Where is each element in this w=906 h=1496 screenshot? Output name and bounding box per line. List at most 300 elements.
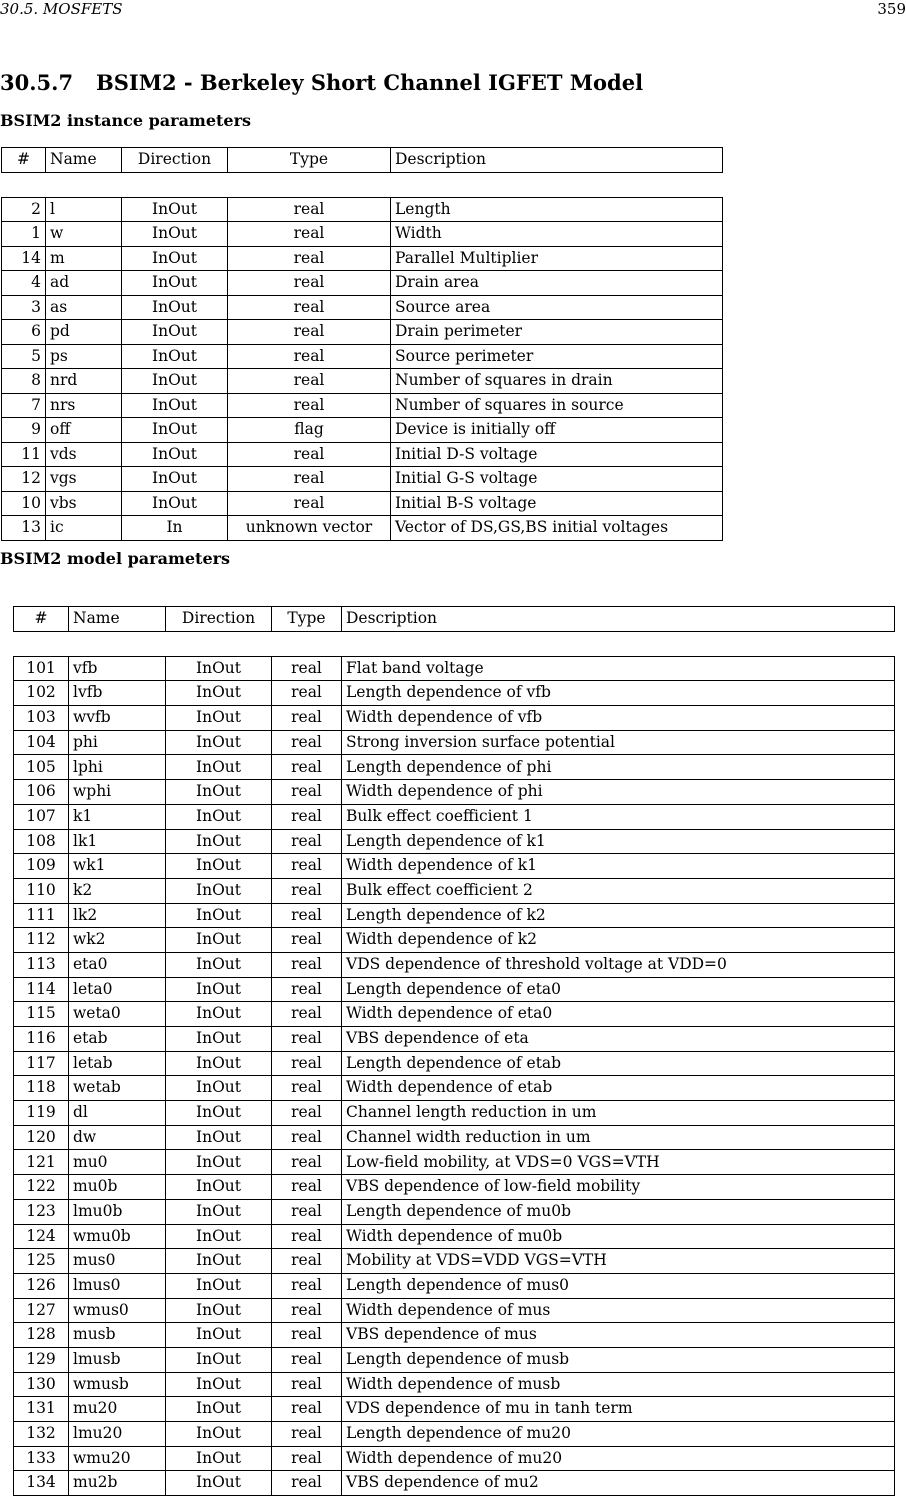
cell-type: real — [271, 978, 341, 1003]
cell-description: Length dependence of k2 — [341, 904, 895, 929]
table-row — [13, 1471, 895, 1496]
cell-description: Width dependence of vfb — [341, 706, 895, 731]
cell-number: 122 — [13, 1175, 68, 1200]
cell-name: vfb — [68, 657, 165, 682]
cell-description: Length dependence of phi — [341, 755, 895, 780]
table-row — [13, 1422, 895, 1447]
cell-direction: InOut — [165, 1249, 271, 1274]
cell-name: letab — [68, 1052, 165, 1077]
table-row — [1, 492, 723, 517]
cell-name: pd — [45, 320, 121, 345]
cell-description: Width dependence of k1 — [341, 854, 895, 879]
cell-name: vds — [45, 443, 121, 468]
cell-description: VDS dependence of threshold voltage at VDD=0 — [341, 953, 895, 978]
cell-direction: InOut — [165, 1175, 271, 1200]
cell-description: Width dependence of mu20 — [341, 1447, 895, 1472]
cell-name: lphi — [68, 755, 165, 780]
cell-description: Vector of DS,GS,BS initial voltages — [390, 516, 723, 541]
section-number: 30.5.7 — [0, 70, 74, 95]
cell-type: real — [271, 854, 341, 879]
header-separator — [13, 632, 895, 657]
cell-description: Width dependence of etab — [341, 1076, 895, 1101]
cell-description: Length dependence of etab — [341, 1052, 895, 1077]
table-row — [13, 1052, 895, 1077]
table-row — [13, 1397, 895, 1422]
cell-name: leta0 — [68, 978, 165, 1003]
cell-number: 131 — [13, 1397, 68, 1422]
table-row — [13, 1002, 895, 1027]
table-row — [13, 1323, 895, 1348]
cell-direction: InOut — [165, 1150, 271, 1175]
cell-name: lmus0 — [68, 1274, 165, 1299]
cell-description: Bulk effect coefficient 1 — [341, 805, 895, 830]
header-name: Name — [45, 147, 121, 173]
cell-description: Number of squares in drain — [390, 369, 723, 394]
cell-type: unknown vector — [227, 516, 390, 541]
cell-direction: InOut — [165, 1299, 271, 1324]
cell-description: Flat band voltage — [341, 657, 895, 682]
cell-direction: InOut — [121, 222, 227, 247]
cell-name: wetab — [68, 1076, 165, 1101]
cell-type: real — [227, 369, 390, 394]
cell-number: 12 — [1, 467, 45, 492]
cell-number: 112 — [13, 928, 68, 953]
cell-direction: InOut — [121, 271, 227, 296]
table-row — [13, 1175, 895, 1200]
cell-type: flag — [227, 418, 390, 443]
cell-description: VBS dependence of eta — [341, 1027, 895, 1052]
table-row — [13, 1348, 895, 1373]
cell-number: 121 — [13, 1150, 68, 1175]
cell-number: 108 — [13, 830, 68, 855]
table-header-row — [1, 147, 723, 173]
table-row — [13, 1299, 895, 1324]
cell-name: weta0 — [68, 1002, 165, 1027]
cell-type: real — [271, 1299, 341, 1324]
cell-description: Channel width reduction in um — [341, 1126, 895, 1151]
cell-type: real — [271, 1422, 341, 1447]
cell-description: VBS dependence of mus — [341, 1323, 895, 1348]
cell-type: real — [271, 1373, 341, 1398]
table-row — [13, 681, 895, 706]
running-head — [0, 0, 906, 18]
cell-direction: InOut — [121, 345, 227, 370]
cell-name: phi — [68, 731, 165, 756]
table-row — [1, 271, 723, 296]
cell-direction: InOut — [165, 805, 271, 830]
cell-type: real — [271, 1175, 341, 1200]
cell-type: real — [227, 247, 390, 272]
table-row — [1, 320, 723, 345]
cell-name: lvfb — [68, 681, 165, 706]
table-row — [1, 418, 723, 443]
table-row — [13, 657, 895, 682]
cell-name: lmusb — [68, 1348, 165, 1373]
cell-number: 4 — [1, 271, 45, 296]
cell-number: 117 — [13, 1052, 68, 1077]
header-description: Description — [390, 147, 723, 173]
cell-direction: InOut — [165, 1447, 271, 1472]
cell-type: real — [271, 879, 341, 904]
table-row — [13, 928, 895, 953]
cell-description: Length dependence of vfb — [341, 681, 895, 706]
cell-type: real — [271, 657, 341, 682]
table-row — [13, 879, 895, 904]
cell-type: real — [271, 1027, 341, 1052]
cell-direction: InOut — [165, 755, 271, 780]
cell-direction: InOut — [121, 320, 227, 345]
cell-description: Source perimeter — [390, 345, 723, 370]
cell-number: 9 — [1, 418, 45, 443]
cell-name: m — [45, 247, 121, 272]
cell-number: 118 — [13, 1076, 68, 1101]
cell-name: wk1 — [68, 854, 165, 879]
cell-description: Width dependence of phi — [341, 780, 895, 805]
header-name: Name — [68, 606, 165, 632]
cell-type: real — [271, 1150, 341, 1175]
cell-number: 13 — [1, 516, 45, 541]
table-row — [13, 1274, 895, 1299]
cell-direction: InOut — [121, 394, 227, 419]
cell-direction: InOut — [121, 443, 227, 468]
cell-name: mu0 — [68, 1150, 165, 1175]
cell-number: 130 — [13, 1373, 68, 1398]
cell-description: VDS dependence of mu in tanh term — [341, 1397, 895, 1422]
cell-description: Width dependence of k2 — [341, 928, 895, 953]
cell-direction: InOut — [165, 830, 271, 855]
cell-number: 104 — [13, 731, 68, 756]
cell-description: Drain area — [390, 271, 723, 296]
table-row — [13, 1027, 895, 1052]
table-row — [13, 755, 895, 780]
cell-number: 101 — [13, 657, 68, 682]
cell-number: 129 — [13, 1348, 68, 1373]
model-parameters-table — [13, 606, 895, 1496]
cell-name: wmu20 — [68, 1447, 165, 1472]
table-row — [13, 830, 895, 855]
cell-direction: InOut — [121, 198, 227, 223]
cell-description: Width dependence of mu0b — [341, 1225, 895, 1250]
cell-type: real — [227, 345, 390, 370]
cell-type: real — [271, 1249, 341, 1274]
cell-direction: InOut — [121, 369, 227, 394]
cell-type: real — [271, 1447, 341, 1472]
cell-number: 10 — [1, 492, 45, 517]
header-number: # — [13, 606, 68, 632]
cell-name: vgs — [45, 467, 121, 492]
cell-direction: InOut — [165, 1422, 271, 1447]
cell-number: 111 — [13, 904, 68, 929]
cell-number: 127 — [13, 1299, 68, 1324]
table-row — [1, 247, 723, 272]
cell-description: Bulk effect coefficient 2 — [341, 879, 895, 904]
cell-direction: InOut — [165, 953, 271, 978]
cell-description: Length — [390, 198, 723, 223]
cell-number: 115 — [13, 1002, 68, 1027]
cell-name: eta0 — [68, 953, 165, 978]
cell-direction: InOut — [165, 904, 271, 929]
cell-type: real — [227, 296, 390, 321]
cell-name: k1 — [68, 805, 165, 830]
cell-description: Channel length reduction in um — [341, 1101, 895, 1126]
cell-description: Length dependence of eta0 — [341, 978, 895, 1003]
table-row — [13, 1076, 895, 1101]
cell-type: real — [271, 780, 341, 805]
cell-number: 120 — [13, 1126, 68, 1151]
cell-number: 11 — [1, 443, 45, 468]
table-header-row — [13, 606, 895, 632]
cell-name: lk1 — [68, 830, 165, 855]
cell-number: 2 — [1, 198, 45, 223]
cell-number: 114 — [13, 978, 68, 1003]
cell-name: vbs — [45, 492, 121, 517]
cell-direction: InOut — [165, 1323, 271, 1348]
model-parameters-heading: BSIM2 model parameters — [0, 549, 231, 568]
cell-name: dw — [68, 1126, 165, 1151]
cell-description: Mobility at VDS=VDD VGS=VTH — [341, 1249, 895, 1274]
table-row — [13, 706, 895, 731]
cell-name: mu20 — [68, 1397, 165, 1422]
cell-direction: InOut — [165, 731, 271, 756]
cell-description: Length dependence of musb — [341, 1348, 895, 1373]
cell-type: real — [271, 1076, 341, 1101]
cell-number: 14 — [1, 247, 45, 272]
cell-direction: InOut — [165, 1397, 271, 1422]
cell-description: Length dependence of mu0b — [341, 1200, 895, 1225]
cell-number: 132 — [13, 1422, 68, 1447]
cell-type: real — [271, 1101, 341, 1126]
cell-description: Device is initially off — [390, 418, 723, 443]
cell-description: Number of squares in source — [390, 394, 723, 419]
cell-number: 110 — [13, 879, 68, 904]
cell-description: Width dependence of mus — [341, 1299, 895, 1324]
cell-direction: InOut — [121, 492, 227, 517]
cell-name: wphi — [68, 780, 165, 805]
cell-direction: InOut — [165, 928, 271, 953]
cell-direction: InOut — [121, 418, 227, 443]
header-number: # — [1, 147, 45, 173]
section-title: BSIM2 - Berkeley Short Channel IGFET Model — [96, 70, 644, 95]
cell-name: ic — [45, 516, 121, 541]
cell-direction: InOut — [165, 1471, 271, 1496]
cell-number: 107 — [13, 805, 68, 830]
cell-number: 134 — [13, 1471, 68, 1496]
cell-description: Width dependence of musb — [341, 1373, 895, 1398]
cell-type: real — [271, 1323, 341, 1348]
table-row — [13, 904, 895, 929]
cell-direction: InOut — [165, 1052, 271, 1077]
cell-type: real — [271, 805, 341, 830]
cell-name: etab — [68, 1027, 165, 1052]
cell-type: real — [271, 681, 341, 706]
cell-name: k2 — [68, 879, 165, 904]
cell-direction: InOut — [165, 1126, 271, 1151]
cell-direction: InOut — [165, 1225, 271, 1250]
cell-type: real — [271, 1225, 341, 1250]
cell-name: nrs — [45, 394, 121, 419]
cell-number: 1 — [1, 222, 45, 247]
cell-number: 5 — [1, 345, 45, 370]
table-row — [13, 1249, 895, 1274]
cell-number: 106 — [13, 780, 68, 805]
cell-direction: InOut — [165, 1076, 271, 1101]
cell-type: real — [227, 271, 390, 296]
cell-type: real — [227, 443, 390, 468]
header-direction: Direction — [121, 147, 227, 173]
cell-description: VBS dependence of mu2 — [341, 1471, 895, 1496]
cell-number: 109 — [13, 854, 68, 879]
table-row — [13, 731, 895, 756]
cell-description: Strong inversion surface potential — [341, 731, 895, 756]
cell-name: nrd — [45, 369, 121, 394]
header-type: Type — [227, 147, 390, 173]
cell-type: real — [227, 198, 390, 223]
table-row — [1, 516, 723, 541]
cell-direction: InOut — [165, 1373, 271, 1398]
cell-number: 119 — [13, 1101, 68, 1126]
cell-type: real — [271, 1471, 341, 1496]
cell-type: real — [271, 706, 341, 731]
cell-type: real — [271, 1052, 341, 1077]
cell-number: 133 — [13, 1447, 68, 1472]
cell-name: wvfb — [68, 706, 165, 731]
cell-type: real — [271, 731, 341, 756]
cell-type: real — [227, 394, 390, 419]
cell-description: Parallel Multiplier — [390, 247, 723, 272]
table-row — [13, 1225, 895, 1250]
cell-name: ad — [45, 271, 121, 296]
cell-number: 124 — [13, 1225, 68, 1250]
header-direction: Direction — [165, 606, 271, 632]
cell-description: Length dependence of mu20 — [341, 1422, 895, 1447]
cell-name: as — [45, 296, 121, 321]
cell-direction: InOut — [165, 879, 271, 904]
instance-parameters-heading: BSIM2 instance parameters — [0, 111, 252, 130]
cell-description: Drain perimeter — [390, 320, 723, 345]
cell-number: 113 — [13, 953, 68, 978]
cell-name: wmusb — [68, 1373, 165, 1398]
cell-description: Source area — [390, 296, 723, 321]
cell-name: mu0b — [68, 1175, 165, 1200]
cell-number: 6 — [1, 320, 45, 345]
cell-name: off — [45, 418, 121, 443]
cell-name: wk2 — [68, 928, 165, 953]
page-number: 359 — [877, 0, 906, 18]
cell-type: real — [271, 1348, 341, 1373]
cell-type: real — [271, 1002, 341, 1027]
table-row — [1, 394, 723, 419]
table-row — [1, 198, 723, 223]
cell-description: Width dependence of eta0 — [341, 1002, 895, 1027]
cell-direction: In — [121, 516, 227, 541]
cell-type: real — [227, 492, 390, 517]
cell-type: real — [271, 1397, 341, 1422]
cell-number: 126 — [13, 1274, 68, 1299]
cell-type: real — [271, 953, 341, 978]
cell-name: ps — [45, 345, 121, 370]
table-row — [13, 1126, 895, 1151]
header-separator — [1, 173, 723, 198]
cell-direction: InOut — [165, 1002, 271, 1027]
section-heading — [0, 70, 643, 95]
cell-direction: InOut — [165, 706, 271, 731]
cell-direction: InOut — [121, 247, 227, 272]
cell-name: wmu0b — [68, 1225, 165, 1250]
cell-name: lmu0b — [68, 1200, 165, 1225]
instance-parameters-table — [1, 147, 723, 541]
cell-description: Length dependence of k1 — [341, 830, 895, 855]
table-row — [1, 222, 723, 247]
cell-direction: InOut — [165, 780, 271, 805]
cell-direction: InOut — [165, 1274, 271, 1299]
cell-number: 8 — [1, 369, 45, 394]
header-type: Type — [271, 606, 341, 632]
table-row — [13, 953, 895, 978]
cell-description: Width — [390, 222, 723, 247]
running-head-chapter: 30.5. MOSFETS — [0, 0, 123, 18]
cell-direction: InOut — [165, 1101, 271, 1126]
table-row — [13, 854, 895, 879]
cell-direction: InOut — [165, 1200, 271, 1225]
cell-name: lk2 — [68, 904, 165, 929]
table-row — [13, 1101, 895, 1126]
cell-number: 3 — [1, 296, 45, 321]
table-row — [1, 467, 723, 492]
cell-name: mus0 — [68, 1249, 165, 1274]
cell-direction: InOut — [165, 1027, 271, 1052]
cell-direction: InOut — [165, 1348, 271, 1373]
cell-description: Length dependence of mus0 — [341, 1274, 895, 1299]
cell-name: wmus0 — [68, 1299, 165, 1324]
cell-type: real — [227, 222, 390, 247]
cell-number: 102 — [13, 681, 68, 706]
cell-name: l — [45, 198, 121, 223]
table-row — [13, 1447, 895, 1472]
cell-type: real — [271, 830, 341, 855]
cell-name: mu2b — [68, 1471, 165, 1496]
table-row — [13, 805, 895, 830]
table-row — [1, 443, 723, 468]
cell-type: real — [271, 928, 341, 953]
table-row — [13, 1150, 895, 1175]
cell-type: real — [271, 1126, 341, 1151]
cell-name: w — [45, 222, 121, 247]
cell-number: 7 — [1, 394, 45, 419]
cell-type: real — [227, 320, 390, 345]
table-row — [13, 1200, 895, 1225]
table-row — [1, 345, 723, 370]
table-row — [1, 369, 723, 394]
cell-number: 128 — [13, 1323, 68, 1348]
cell-direction: InOut — [121, 467, 227, 492]
cell-direction: InOut — [165, 854, 271, 879]
cell-direction: InOut — [165, 978, 271, 1003]
cell-type: real — [271, 904, 341, 929]
cell-number: 123 — [13, 1200, 68, 1225]
cell-number: 103 — [13, 706, 68, 731]
cell-type: real — [227, 467, 390, 492]
cell-name: musb — [68, 1323, 165, 1348]
cell-direction: InOut — [121, 296, 227, 321]
cell-type: real — [271, 755, 341, 780]
cell-type: real — [271, 1200, 341, 1225]
cell-direction: InOut — [165, 657, 271, 682]
cell-type: real — [271, 1274, 341, 1299]
cell-direction: InOut — [165, 681, 271, 706]
cell-description: Initial G-S voltage — [390, 467, 723, 492]
table-row — [13, 978, 895, 1003]
cell-number: 105 — [13, 755, 68, 780]
